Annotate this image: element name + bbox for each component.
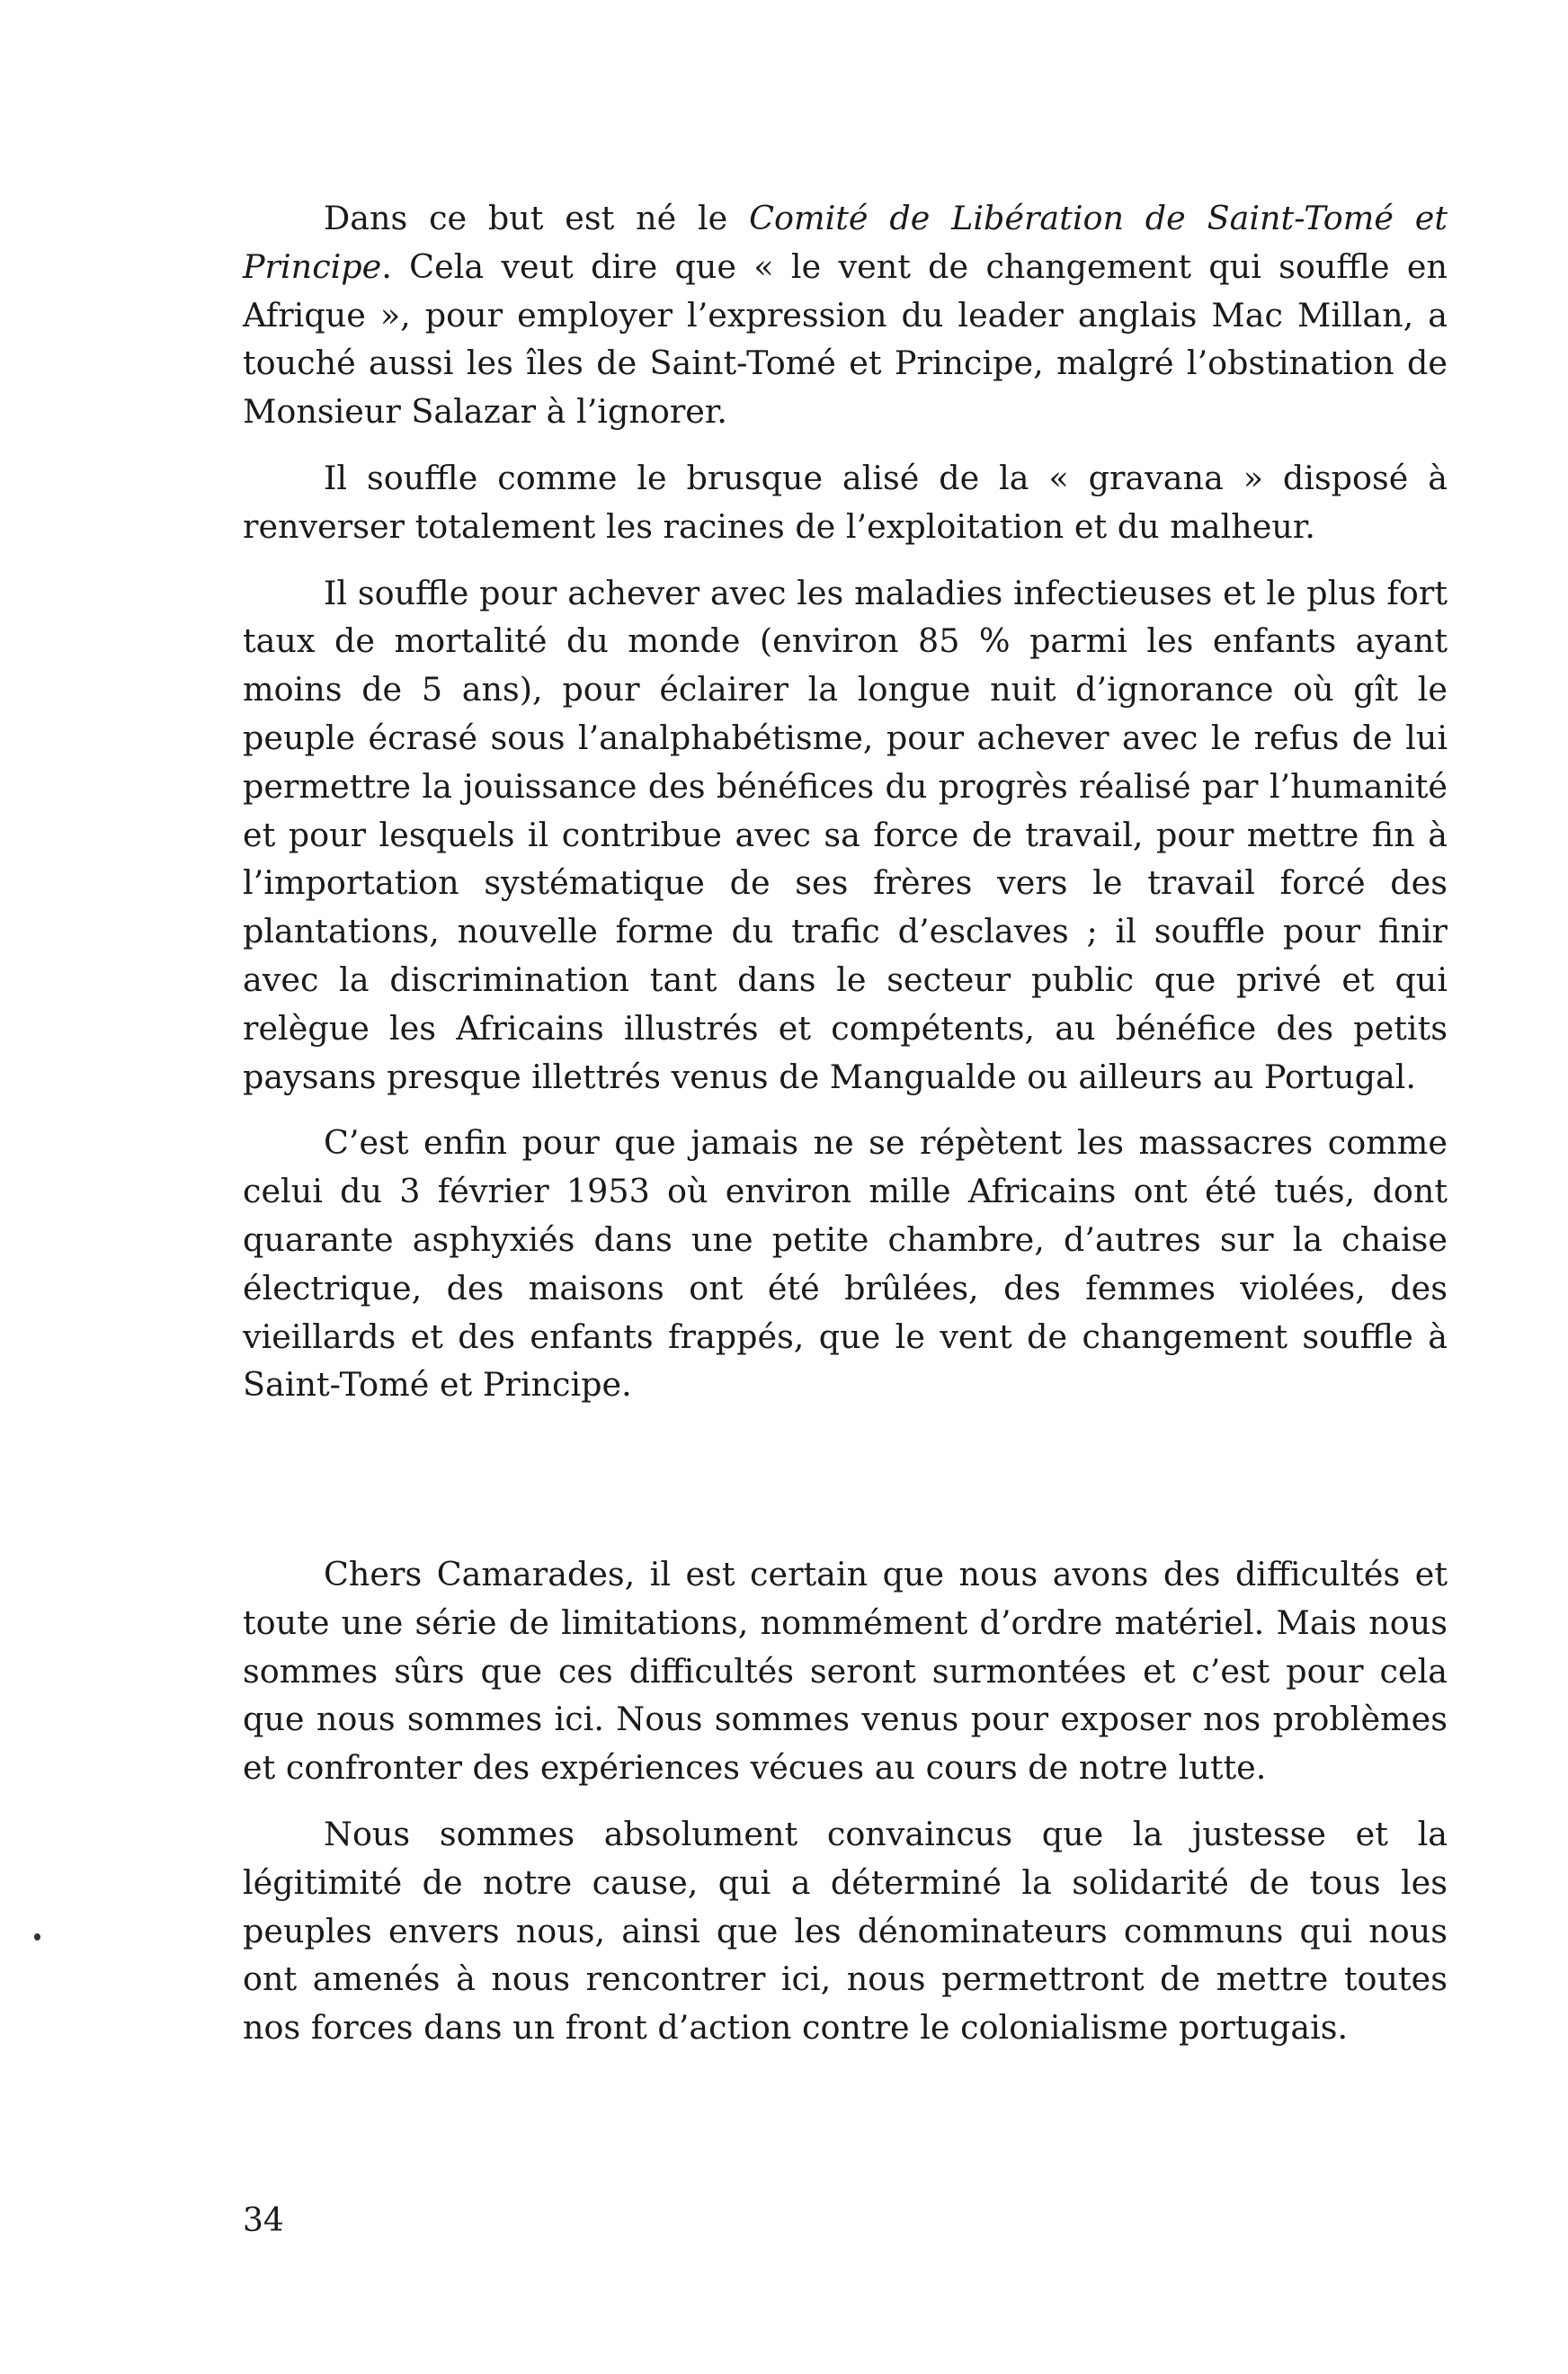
paragraph-1-start: Dans ce but est né le (324, 199, 750, 237)
page-number: 34 (243, 2202, 284, 2239)
paragraph-3: Il souffle pour achever avec les maladies infectieuses et le plus fort taux de mortalité du monde (environ 85 % parmi les enfants ayant moins de 5 ans), pour éclairer la longue nuit d’ignorance où gît le peuple écrasé sous l’analphabétisme, pour achever avec le refus de lui permettre la jouissance des bénéfices du progrès réalisé par l’humanité et pour lesquels il contribue avec sa force de travail, pour mettre fin à l’importation systématique de ses frères vers le travail forcé des plantations, nouvelle forme du trafic d’esclaves ; il souffle pour finir avec la discrimination tant dans le secteur public que privé et qui relègue les Africains illustrés et compétents, au bénéfice des petits paysans presque illettrés venus de Mangualde ou ailleurs au Portugal. (243, 573, 1448, 1096)
paragraph-6: Nous sommes absolument convaincus que la justesse et la légitimité de notre cause, qui a déterminé la solidarité de tous les peuples envers nous, ainsi que les dénominateurs communs qui nous ont amenés à nous rencontrer ici, nous permettront de mettre toutes nos forces dans un front d’action contre le colonialisme portugais. (243, 1814, 1448, 2048)
paragraph-1 (243, 194, 1448, 436)
committee-name: Comité de Libération de Saint-Tomé et Principe (243, 199, 1448, 286)
text-section-1 (243, 194, 1448, 1409)
text-section-2 (243, 1550, 1448, 2052)
scan-speck (34, 1933, 40, 1941)
paragraph-5: Chers Camarades, il est certain que nous avons des difficultés et toute une série de limitations, nommément d’ordre matériel. Mais nous sommes sûrs que ces difficultés seront surmontées et c’est pour cela que nous sommes ici. Nous sommes venus pour exposer nos problèmes et confronter des expériences vécues au cours de notre lutte. (243, 1555, 1448, 1788)
paragraph-4: C’est enfin pour que jamais ne se répètent les massacres comme celui du 3 février 1953 où environ mille Africains ont été tués, dont quarante asphyxiés dans une petite chambre, d’autres sur la chaise électrique, des maisons ont été brûlées, des femmes violées, des vieillards et des enfants frappés, que le vent de changement souffle à Saint-Tomé et Principe. (243, 1123, 1448, 1405)
paragraph-2: Il souffle comme le brusque alisé de la « gravana » disposé à renverser totalement les racines de l’exploitation et du malheur. (243, 458, 1448, 546)
paragraph-1-end: . Cela veut dire que « le vent de changement qui souffle en Afrique », pour employer l’expression du leader anglais Mac Millan, a touché aussi les îles de Saint-Tomé et Principe, malgré l’obstination de Monsieur Salazar à l’ignorer. (243, 246, 1448, 432)
